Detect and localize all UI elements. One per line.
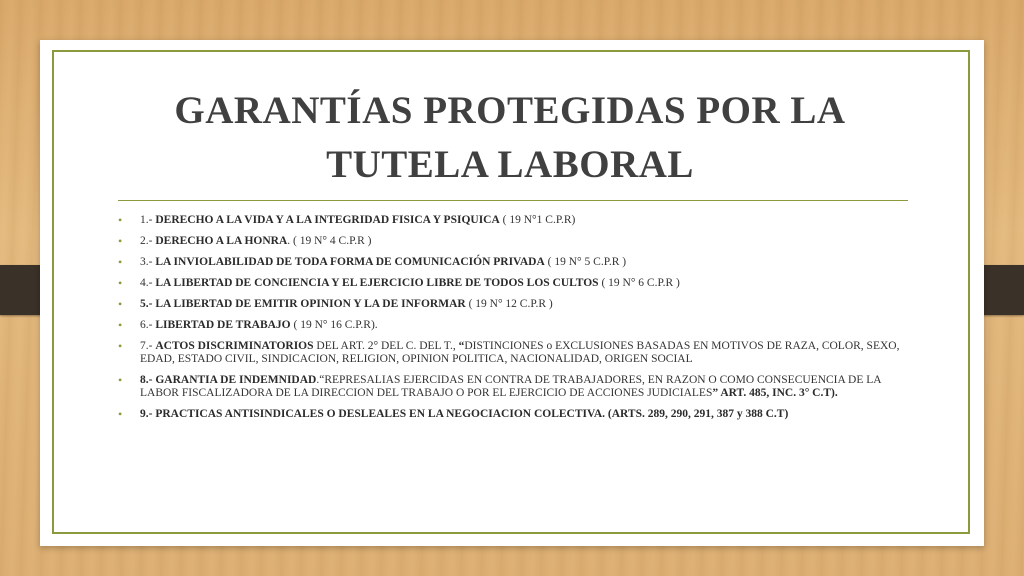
item-text-bold: 8.- GARANTIA DE INDEMNIDAD (140, 374, 317, 386)
list-item (118, 319, 918, 332)
item-text: ( 19 N° 6 C.P.R ) (598, 277, 680, 289)
item-text: 7.- (140, 340, 156, 352)
bullet-icon: • (118, 373, 123, 387)
bullet-icon: • (118, 213, 123, 227)
bullet-icon: • (118, 276, 123, 290)
title-divider (118, 200, 908, 201)
bullet-list (118, 214, 918, 429)
list-item (118, 298, 918, 311)
bullet-icon: • (118, 297, 123, 311)
list-item (118, 340, 918, 366)
item-text-bold: ” ART. 485, INC. 3° C.T). (712, 387, 838, 399)
item-text: ( 19 N° 5 C.P.R ) (544, 256, 627, 268)
item-text-bold: “ (458, 340, 465, 352)
list-item (118, 235, 918, 248)
item-text: 6.- (140, 319, 156, 331)
list-item (118, 277, 918, 290)
item-text-bold: LA INVIOLABILIDAD DE TODA FORMA DE COMUNICACIÓN PRIVADA (155, 256, 545, 268)
item-text: DISTINCIONES o EXCLUSIONES BASADAS EN MOTIVOS DE RAZA, COLOR, SEXO, EDAD, ESTADO CIVIL, SINDICACION, RELIGION, OPINION POLITICA, NACIONALIDAD, ORIGEN SOCIAL (140, 340, 900, 365)
item-text: . ( 19 N° 4 C.P.R ) (287, 235, 372, 247)
item-text-bold: LA LIBERTAD DE CONCIENCIA Y EL EJERCICIO LIBRE DE TODOS LOS CULTOS (155, 277, 599, 289)
item-text: DEL ART. 2° DEL C. DEL T., (313, 340, 459, 352)
item-text: ( 19 N° 16 C.P.R). (290, 319, 378, 331)
item-text: 3.- (140, 256, 156, 268)
list-item (118, 256, 918, 269)
item-text: .“REPRESALIAS EJERCIDAS EN CONTRA DE TRABAJADORES, EN RAZON O COMO CONSECUENCIA DE LA LABOR FISCALIZADORA DE LA DIRECCION DEL TRABAJO O POR EL EJERCICIO DE ACCIONES JUDICIALES (140, 374, 881, 399)
item-text-bold: DERECHO A LA VIDA Y A LA INTEGRIDAD FISICA Y PSIQUICA (155, 214, 500, 226)
item-text-bold: LIBERTAD DE TRABAJO (155, 319, 291, 331)
item-text: ( 19 N° 12 C.P.R ) (465, 298, 553, 310)
item-text-bold: 5.- LA LIBERTAD DE EMITIR OPINION Y LA DE INFORMAR (140, 298, 466, 310)
bullet-icon: • (118, 255, 123, 269)
item-text: ( 19 N°1 C.P.R) (499, 214, 576, 226)
list-item (118, 408, 918, 421)
item-text: 4.- (140, 277, 156, 289)
bullet-icon: • (118, 234, 123, 248)
list-item (118, 214, 918, 227)
bullet-icon: • (118, 407, 123, 421)
bullet-icon: • (118, 339, 123, 353)
item-text: 2.- (140, 235, 156, 247)
item-text: 1.- (140, 214, 156, 226)
item-text-bold: 9.- PRACTICAS ANTISINDICALES O DESLEALES EN LA NEGOCIACION COLECTIVA. (ARTS. 289, 290, 291, 387 y 388 C.T) (140, 408, 789, 420)
item-text-bold: DERECHO A LA HONRA (155, 235, 288, 247)
list-item (118, 374, 918, 400)
bullet-icon: • (118, 318, 123, 332)
slide-card (40, 40, 984, 546)
slide-title: GARANTÍAS PROTEGIDAS POR LA TUTELA LABORAL (174, 89, 846, 186)
item-text-bold: ACTOS DISCRIMINATORIOS (155, 340, 314, 352)
